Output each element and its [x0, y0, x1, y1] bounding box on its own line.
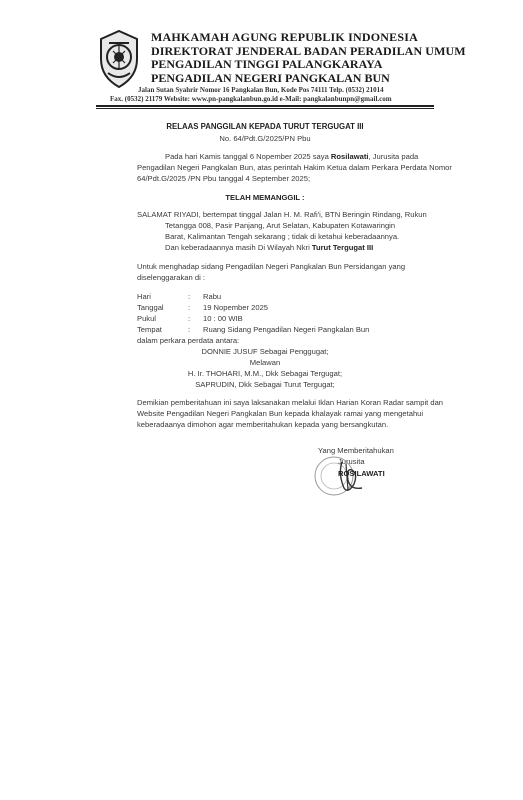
- letterhead-line-4: PENGADILAN NEGERI PANGKALAN BUN: [151, 71, 390, 85]
- party-role: Turut Tergugat III: [311, 243, 374, 252]
- schedule-sep: :: [188, 314, 191, 323]
- intro-line-3: 64/Pdt.G/2025 /PN Pbu tanggal 4 September 2025;: [137, 174, 311, 183]
- versus: Melawan: [249, 358, 281, 367]
- bailiff-name: Rosilawati: [330, 152, 369, 161]
- schedule-label: Tempat: [137, 325, 162, 334]
- letterhead-divider-thin: [96, 108, 434, 109]
- court-emblem-logo: [96, 29, 142, 91]
- letterhead-line-2: DIREKTORAT JENDERAL BADAN PERADILAN UMUM: [151, 44, 466, 58]
- defendant: H. Ir. THOHARI, M.M., Dkk Sebagai Tergugat;: [187, 369, 343, 378]
- schedule-label: Pukul: [137, 314, 156, 323]
- called-line-1: SALAMAT RIYADI, bertempat tinggal Jalan H. M. Rafi'i, BTN Beringin Rindang, Rukun: [137, 210, 427, 219]
- intro-line-2: Pengadilan Negeri Pangkalan Bun, atas perintah Hakim Ketua dalam Perkara Perdata Nomor: [137, 163, 452, 172]
- signer-name: ROSILAWATI: [338, 469, 385, 478]
- called-line-4: Dan keberadaannya masih Di Wilayah Nkri Turut Tergugat III: [165, 243, 374, 252]
- plaintiff: DONNIE JUSUF Sebagai Penggugat;: [201, 347, 329, 356]
- schedule-value: Ruang Sidang Pengadilan Negeri Pangkalan Bun: [203, 325, 370, 334]
- purpose-line-1: Untuk menghadap sidang Pengadilan Negeri Pangkalan Bun Persidangan yang: [137, 262, 406, 271]
- schedule-sep: :: [188, 325, 191, 334]
- schedule-value: Rabu: [203, 292, 222, 301]
- letterhead-contact: Fax. (0532) 21179 Website: www.pn-pangkalanbun.go.id e-Mail: pangkalanbunpn@gmail.com: [110, 95, 392, 103]
- intro-line-1: Pada hari Kamis tanggal 6 Nopember 2025 saya Rosilawati, Jurusita pada: [165, 152, 419, 161]
- called-heading: TELAH MEMANGGIL :: [225, 193, 305, 202]
- document-title: RELAAS PANGGILAN KEPADA TURUT TERGUGAT III: [166, 122, 364, 131]
- schedule-value: 19 Nopember 2025: [203, 303, 269, 312]
- schedule-sep: :: [188, 292, 191, 301]
- closing-line-3: keberadaanya dimohon agar memberitahukan kepada yang bersangkutan.: [137, 420, 389, 429]
- letterhead-divider: [96, 105, 434, 107]
- case-intro: dalam perkara perdata antara:: [137, 336, 240, 345]
- signer-role: Jurusita: [338, 457, 365, 466]
- letterhead-address: Jalan Sutan Syahrir Nomor 16 Pangkalan Bun, Kode Pos 74111 Telp. (0532) 21014: [138, 86, 384, 94]
- schedule-label: Tanggal: [137, 303, 164, 312]
- letterhead-line-1: MAHKAMAH AGUNG REPUBLIK INDONESIA: [151, 30, 418, 44]
- called-line-2: Tetangga 008, Pasir Panjang, Arut Selatan, Kabupaten Kotawaringin: [165, 221, 396, 230]
- closing-line-2: Website Pengadilan Negeri Pangkalan Bun kepada khalayak ramai yang mengetahui: [137, 409, 424, 418]
- letterhead: [151, 31, 471, 85]
- case-number: No. 64/Pdt.G/2025/PN Pbu: [219, 134, 311, 143]
- letterhead-line-3: PENGADILAN TINGGI PALANGKARAYA: [151, 57, 383, 71]
- purpose-line-2: diselenggarakan di :: [137, 273, 205, 282]
- schedule-value: 10 : 00 WIB: [203, 314, 243, 323]
- schedule-sep: :: [188, 303, 191, 312]
- closing-line-1: Demikian pemberitahuan ini saya laksanakan melalui Iklan Harian Koran Radar sampit dan: [137, 398, 444, 407]
- schedule-label: Hari: [137, 292, 151, 301]
- co-defendant: SAPRUDIN, Dkk Sebagai Turut Tergugat;: [195, 380, 335, 389]
- notifier-label: Yang Memberitahukan: [318, 446, 394, 455]
- called-line-3: Barat, Kalimantan Tengah sekarang ; tidak di ketahui keberadaannya.: [165, 232, 400, 241]
